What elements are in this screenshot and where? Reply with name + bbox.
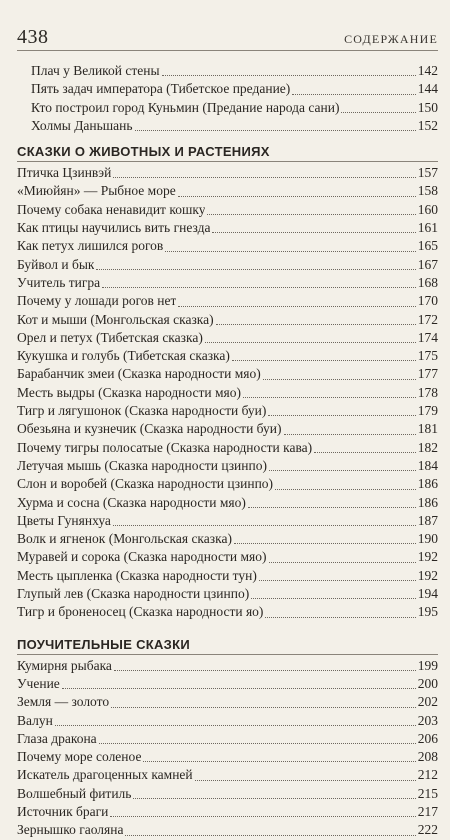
entry-title: Тигр и лягушонок (Сказка народности буи) <box>17 403 267 419</box>
dot-leader <box>99 743 416 744</box>
entry-page-number: 175 <box>417 348 438 364</box>
toc-sections <box>17 143 438 839</box>
entry-page-number: 206 <box>417 730 438 746</box>
dot-leader <box>243 397 416 398</box>
entry-title: Барабанчик змеи (Сказка народности мяо) <box>17 366 261 382</box>
entry-title: Летучая мышь (Сказка народности цзинпо) <box>17 457 267 473</box>
dot-leader <box>275 489 416 490</box>
entry-page-number: 150 <box>417 99 438 115</box>
entry-page-number: 184 <box>417 457 438 473</box>
entry-page-number: 215 <box>417 785 438 801</box>
toc-entry <box>17 117 438 135</box>
toc-entry <box>17 785 438 803</box>
entry-title: Как птицы научились вить гнезда <box>17 220 211 236</box>
entry-title: Зернышко гаоляна <box>17 822 124 838</box>
entry-title: Кукушка и голубь (Тибетская сказка) <box>17 348 230 364</box>
dot-leader <box>114 670 416 671</box>
toc-entry <box>17 402 438 420</box>
toc-entry <box>17 475 438 493</box>
entry-page-number: 142 <box>417 63 438 78</box>
toc-entry <box>17 420 438 438</box>
entry-page-number: 167 <box>417 256 438 272</box>
dot-leader <box>216 324 416 325</box>
entry-page-number: 179 <box>417 403 438 419</box>
dot-leader <box>62 688 416 689</box>
entry-title: Плач у Великой стены <box>31 63 160 78</box>
entry-page-number: 165 <box>417 238 438 254</box>
dot-leader <box>178 306 415 307</box>
entry-title: Земля — золото <box>17 694 110 710</box>
entry-page-number: 186 <box>417 494 438 510</box>
toc-entry <box>17 821 438 839</box>
dot-leader <box>111 707 416 708</box>
entry-page-number: 177 <box>417 366 438 382</box>
toc-entry <box>17 99 438 117</box>
dot-leader <box>268 415 415 416</box>
dot-leader <box>110 816 415 817</box>
dot-leader <box>135 130 416 131</box>
toc-entry <box>17 80 438 98</box>
dot-leader <box>234 543 416 544</box>
toc-entry <box>17 182 438 200</box>
running-title: СОДЕРЖАНИЕ <box>344 32 438 46</box>
entry-title: Хурма и сосна (Сказка народности мяо) <box>17 494 246 510</box>
toc-entry <box>17 62 438 80</box>
entry-title: Глаза дракона <box>17 730 97 746</box>
dot-leader <box>96 269 415 270</box>
entry-page-number: 187 <box>417 512 438 528</box>
dot-leader <box>259 580 416 581</box>
dot-leader <box>269 470 416 471</box>
toc-entry <box>17 274 438 292</box>
entry-page-number: 181 <box>417 421 438 437</box>
dot-leader <box>195 780 416 781</box>
toc-entry <box>17 766 438 784</box>
entry-title: Почему море соленое <box>17 749 142 765</box>
toc-entry <box>17 164 438 182</box>
entry-title: Месть выдры (Сказка народности мяо) <box>17 384 241 400</box>
toc-entry <box>17 693 438 711</box>
continued-entries <box>17 62 438 135</box>
entry-page-number: 202 <box>417 694 438 710</box>
dot-leader <box>232 360 416 361</box>
entry-title: Источник браги <box>17 803 109 819</box>
entry-title: Глупый лев (Сказка народности цзинпо) <box>17 586 250 602</box>
toc-entry <box>17 311 438 329</box>
entry-title: Валун <box>17 712 53 728</box>
toc-entry <box>17 657 438 675</box>
dot-leader <box>133 798 415 799</box>
dot-leader <box>265 617 415 618</box>
entry-page-number: 144 <box>417 81 438 97</box>
toc-entry <box>17 712 438 730</box>
dot-leader <box>178 196 416 197</box>
entry-title: Кумирня рыбака <box>17 657 112 673</box>
toc-entry <box>17 585 438 603</box>
toc-entry <box>17 292 438 310</box>
toc-entry <box>17 803 438 821</box>
toc-entry <box>17 567 438 585</box>
entry-page-number: 182 <box>417 439 438 455</box>
entry-title: Почему собака ненавидит кошку <box>17 201 206 217</box>
entry-title: Учение <box>17 675 60 691</box>
entry-page-number: 208 <box>417 749 438 765</box>
entry-title: Обезьяна и кузнечик (Сказка народности буи) <box>17 421 282 437</box>
entry-page-number: 172 <box>417 311 438 327</box>
dot-leader <box>263 379 416 380</box>
entry-page-number: 194 <box>417 586 438 602</box>
entry-title: Тигр и броненосец (Сказка народности яо) <box>17 604 264 620</box>
toc-entry <box>17 384 438 402</box>
entry-title: Слон и воробей (Сказка народности цзинпо) <box>17 476 274 492</box>
entry-page-number: 152 <box>417 117 438 133</box>
entry-page-number: 160 <box>417 201 438 217</box>
entry-page-number: 158 <box>417 183 438 199</box>
toc-entry <box>17 512 438 530</box>
toc-entry <box>17 256 438 274</box>
entry-title: Учитель тигра <box>17 274 101 290</box>
entry-page-number: 161 <box>417 220 438 236</box>
page-header <box>17 26 438 51</box>
entry-title: Кот и мыши (Монгольская сказка) <box>17 311 214 327</box>
dot-leader <box>113 177 415 178</box>
entry-page-number: 170 <box>417 293 438 309</box>
toc-entry <box>17 603 438 621</box>
entry-title: Волк и ягненок (Монгольская сказка) <box>17 531 232 547</box>
entry-title: Буйвол и бык <box>17 256 95 272</box>
dot-leader <box>55 725 416 726</box>
dot-leader <box>162 75 416 76</box>
dot-leader <box>269 562 416 563</box>
dot-leader <box>125 835 415 836</box>
entry-page-number: 217 <box>417 803 438 819</box>
toc-entry <box>17 730 438 748</box>
entry-page-number: 192 <box>417 549 438 565</box>
entry-title: Как петух лишился рогов <box>17 238 164 254</box>
section-title: ПОУЧИТЕЛЬНЫЕ СКАЗКИ <box>17 636 438 655</box>
dot-leader <box>284 434 416 435</box>
entry-page-number: 212 <box>417 767 438 783</box>
dot-leader <box>143 761 415 762</box>
entry-title: Почему тигры полосатые (Сказка народности кава) <box>17 439 313 455</box>
entry-page-number: 203 <box>417 712 438 728</box>
entry-page-number: 222 <box>417 822 438 838</box>
dot-leader <box>102 287 416 288</box>
section-title: СКАЗКИ О ЖИВОТНЫХ И РАСТЕНИЯХ <box>17 143 438 162</box>
toc-entry <box>17 329 438 347</box>
entry-title: Волшебный фитиль <box>17 785 132 801</box>
entry-title: Месть цыпленка (Сказка народности тун) <box>17 567 257 583</box>
toc-entry <box>17 530 438 548</box>
dot-leader <box>205 342 416 343</box>
toc-entry <box>17 439 438 457</box>
entry-title: Птичка Цзинвэй <box>17 165 112 181</box>
entry-title: Почему у лошади рогов нет <box>17 293 177 309</box>
entry-page-number: 157 <box>417 165 438 181</box>
dot-leader <box>248 507 416 508</box>
dot-leader <box>341 112 415 113</box>
entry-page-number: 168 <box>417 274 438 290</box>
dot-leader <box>251 598 416 599</box>
entry-page-number: 186 <box>417 476 438 492</box>
dot-leader <box>165 251 415 252</box>
entry-page-number: 190 <box>417 531 438 547</box>
dot-leader <box>314 452 416 453</box>
toc-entry <box>17 548 438 566</box>
page-number: 438 <box>17 26 49 48</box>
toc-entry <box>17 365 438 383</box>
toc-entry <box>17 457 438 475</box>
dot-leader <box>292 94 415 95</box>
entry-title: Пять задач императора (Тибетское предание) <box>31 81 291 97</box>
entry-title: Искатель драгоценных камней <box>17 767 193 783</box>
entry-page-number: 199 <box>417 657 438 673</box>
entry-title: Цветы Гунянхуа <box>17 512 111 528</box>
dot-leader <box>212 232 415 233</box>
entry-page-number: 192 <box>417 567 438 583</box>
entry-title: Орел и петух (Тибетская сказка) <box>17 329 203 345</box>
toc-entry <box>17 675 438 693</box>
entry-title: Муравей и сорока (Сказка народности мяо) <box>17 549 267 565</box>
toc-entry <box>17 494 438 512</box>
table-of-contents <box>17 62 438 840</box>
toc-entry <box>17 219 438 237</box>
entry-title: Холмы Даньшань <box>31 117 133 133</box>
entry-page-number: 174 <box>417 329 438 345</box>
toc-entry <box>17 237 438 255</box>
toc-entry <box>17 201 438 219</box>
toc-section <box>17 636 438 840</box>
entry-title: «Миюйян» — Рыбное море <box>17 183 176 199</box>
dot-leader <box>113 525 416 526</box>
dot-leader <box>207 214 415 215</box>
toc-section <box>17 143 438 621</box>
entry-title: Кто построил город Куньмин (Предание народа сани) <box>31 99 340 115</box>
entry-page-number: 178 <box>417 384 438 400</box>
entry-page-number: 200 <box>417 675 438 691</box>
toc-entry <box>17 748 438 766</box>
toc-entry <box>17 347 438 365</box>
entry-page-number: 195 <box>417 604 438 620</box>
